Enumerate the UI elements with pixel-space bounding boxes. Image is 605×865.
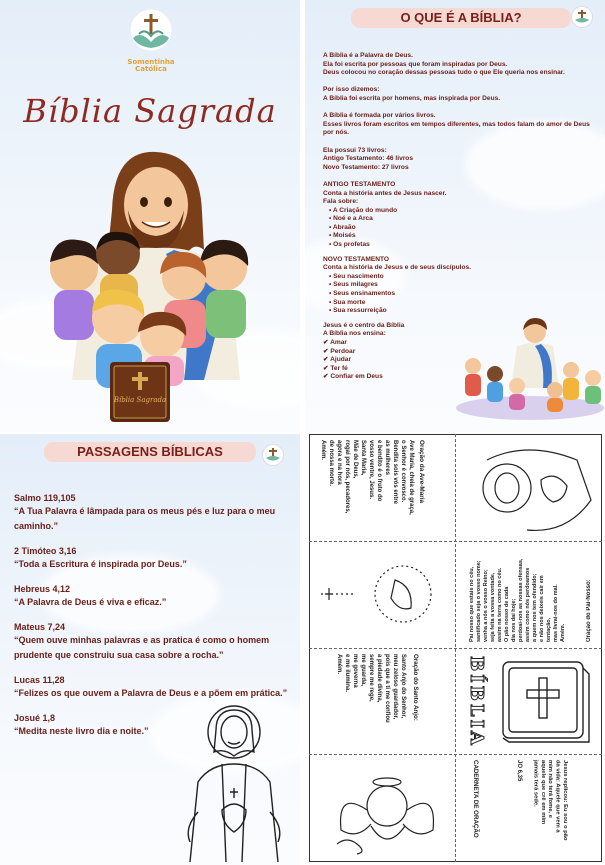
list-item: • Noé e a Arca <box>329 215 595 224</box>
bible-word: BÍBLIA <box>466 656 487 748</box>
passages-heading: PASSAGENS BÍBLICAS <box>44 442 256 462</box>
mary-coloring-icon <box>467 440 597 536</box>
list-item: • Sua ressurreição <box>329 307 595 316</box>
bible-coloring-icon <box>495 654 595 748</box>
list-item: • Abraão <box>329 224 595 233</box>
list-item: ✔ Amar <box>323 339 595 348</box>
cover-panel <box>0 0 300 432</box>
list-item: ✔ Perdoar <box>323 348 595 357</box>
caderneta-title: CADERNETA DE ORAÇÃO <box>472 760 479 838</box>
verse-item: 2 Timóteo 3,16 “Toda a Escritura é inspirada por Deus.” <box>14 546 187 569</box>
rosary-hands-coloring-icon <box>315 546 451 642</box>
list-item: • Seus ensinamentos <box>329 290 595 299</box>
nt-list <box>323 273 595 316</box>
verse-item: Josué 1,8 “Medita neste livro dia e noite.” <box>14 713 149 736</box>
what-is-heading: O QUE É A BÍBLIA? <box>351 8 571 28</box>
sacred-heart-coloring-icon <box>170 702 298 864</box>
list-item: ✔ Confiar em Deus <box>323 373 595 382</box>
small-logo-icon <box>262 444 284 466</box>
santo-anjo-title: Oração do Santo Anjo: <box>412 654 419 721</box>
cover-logo <box>122 8 180 74</box>
ave-maria-text: Ave Maria, cheia de graça, o Senhor é convosco. Bendita sois vós entre as mulheres e bendito é o fruto do vosso ventre, Jesus. Santa Maria, Mãe de Deus, rogai por nós, pecadores, agora e na hora de nossa morte. Amém. <box>320 440 414 515</box>
jesus-children-illustration <box>44 150 264 425</box>
verse-item: Lucas 11,28 “Felizes os que ouvem a Palavra de Deus e a põem em prática.” <box>14 675 288 698</box>
dove-cross-logo-icon <box>125 8 177 54</box>
list-item: • Moisés <box>329 232 595 241</box>
ot-title: ANTIGO TESTAMENTO <box>323 180 396 188</box>
small-logo-icon <box>571 6 593 28</box>
pai-nosso-title: Oração do Pai-Nosso: <box>586 579 592 642</box>
jo-text: Jesus replicou: Eu sou o pão da vida: Aquele que vem a mim não terá fome, e aquele que crê em mim jamais terá sede. <box>532 760 569 841</box>
santo-anjo-text: Santo Anjo do Senhor, meu zeloso guardador, pois que a ti me confiou a piedade divina, sempre me rege, me guarda, me governa e me ilumina. Amém. <box>336 654 406 723</box>
verse-item: Salmo 119,105 “A Tua Palavra é lâmpada para os meus pés e luz para o meu caminho.” <box>14 493 276 531</box>
cover-title: Bíblia Sagrada <box>23 92 277 130</box>
verse-item: Hebreus 4,12 “A Palavra de Deus é viva e eficaz.” <box>14 584 167 607</box>
passages-panel <box>0 434 300 865</box>
what-is-bible-panel <box>305 0 605 432</box>
logo-name: Somentinha Católica <box>127 58 175 74</box>
pai-nosso-text: Pai nosso que estais no céu, santificado seja o vosso nome; venha a nós o vosso Reino; seja feita a vossa vontade, assim na terra como no céu. O pão nosso de cada dia nos dai hoje; perdoai-nos as nossas ofensas, assim como nós perdoamos a quem nos tem ofendido; e não nos deixeis cair em tentação, mas livrai-nos do mal. Amém. <box>469 558 566 642</box>
nt-title: NOVO TESTAMENTO <box>323 255 390 263</box>
ave-maria-title: Oração da Ave-Maria <box>418 440 425 504</box>
list-item: • Seu nascimento <box>329 273 595 282</box>
list-item: • Os profetas <box>329 241 595 250</box>
list-item: • Seus milagres <box>329 281 595 290</box>
jo-ref: JO 6,35 <box>516 760 522 782</box>
list-item: ✔ Ajudar <box>323 356 595 365</box>
angel-coloring-icon <box>317 760 451 858</box>
list-item: ✔ Ter fé <box>323 365 595 374</box>
verse-item: Mateus 7,24 “Quem ouve minhas palavras e as pratica é como o homem prudente que construiu sua casa sobre a rocha.” <box>14 622 270 660</box>
book-label: Bíblia Sagrada <box>113 396 167 404</box>
prayer-booklet-panel <box>305 434 605 865</box>
ot-list <box>323 207 595 250</box>
jesus-teaching-children-illustration <box>455 316 605 420</box>
list-item: • Sua morte <box>329 299 595 308</box>
list-item: • A Criação do mundo <box>329 207 595 216</box>
what-is-text: A Bíblia é a Palavra de Deus. Ela foi escrita por pessoas que foram inspiradas por Deus. Deus colocou no coração dessas pessoas tudo o que Ele queria nos ensinar. Por isso dizemos: A Bíblia foi escrita por homens, mas inspirada por Deus. A Bíblia é formada por vários livros. Esses livros foram escritos em tempos diferentes, mas todos falam do amor de Deus por nós. Ela possui 73 livros: Antigo Testamento: 46 livros Novo Testamento: 27 livros ANTIGO TESTAMENTO Conta a história antes de Jesus nascer. Fala sobre: • A Criação do mundo • Noé e a Arca • Abraão • Moisés • Os profetas NOVO TESTAMENTO Conta a história de Jesus e de seus discípulos. • Seu nascimento • Seus milagres • Seus ensinamentos • Sua morte • Sua ressurreição Jesus é o centro da Bíblia A Bíblia nos ensina: ✔ Amar ✔ Perdoar ✔ Ajudar ✔ Ter fé ✔ Confiar em Deus <box>323 52 595 382</box>
